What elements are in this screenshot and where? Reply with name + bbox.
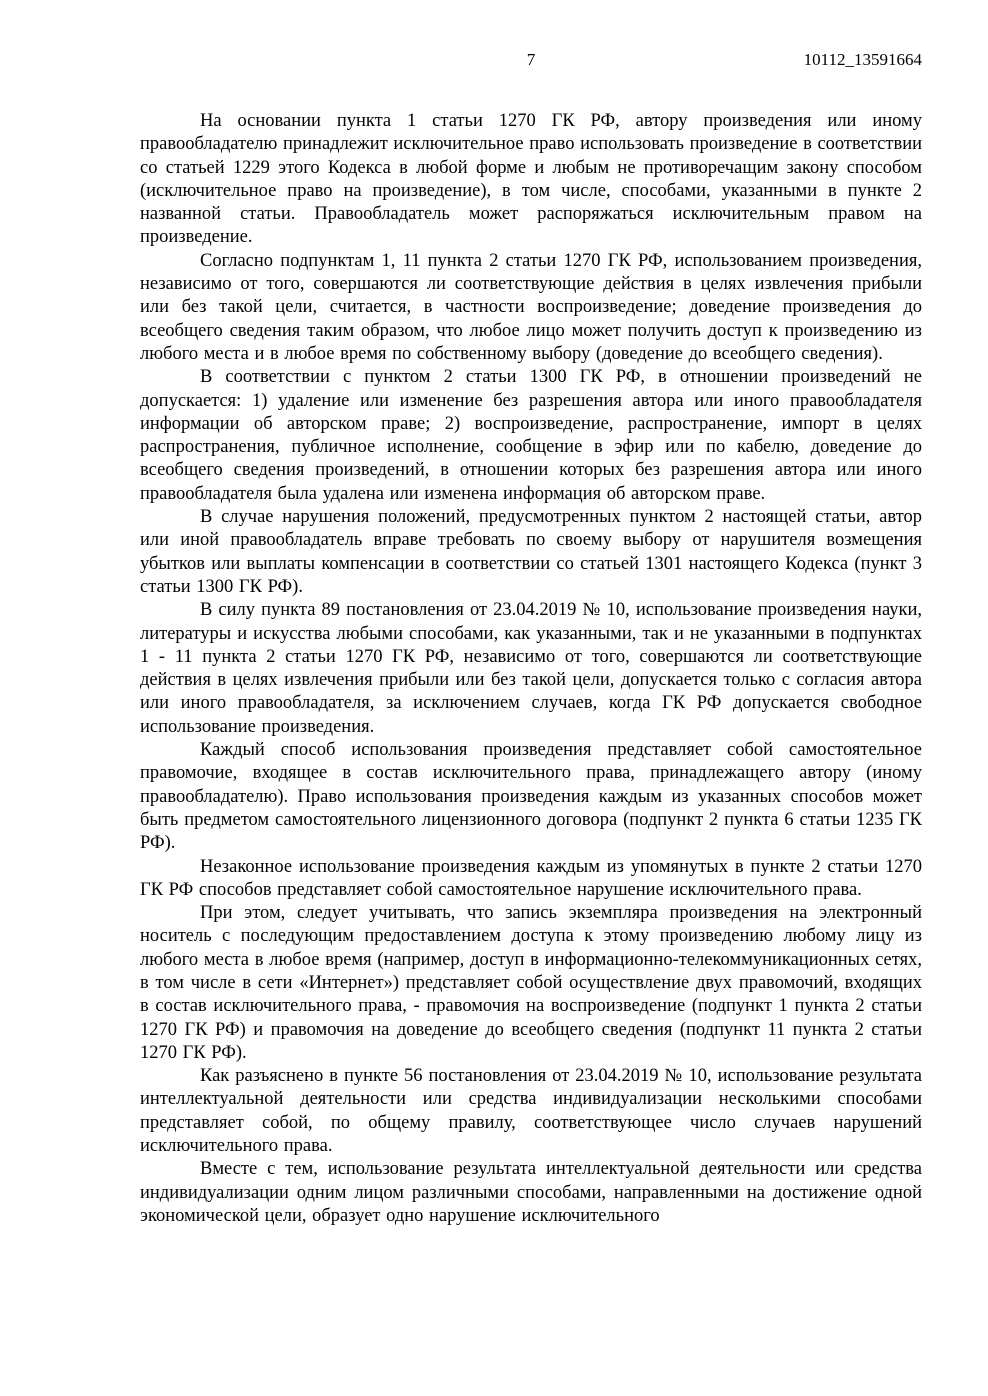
paragraph: При этом, следует учитывать, что запись экземпляра произведения на электронный носитель с последующим предоставлением доступа к этому произведению любому лицу из любого места в любое время (например, доступ в информационно-телекоммуникационных сетях, в том числе в сети «Интернет») представляет собой осуществление двух правомочий, входящих в состав исключительного права, - правомочия на воспроизведение (подпункт 1 пункта 2 статьи 1270 ГК РФ) и правомочия на доведение до всеобщего сведения (подпункт 11 пункта 2 статьи 1270 ГК РФ). <box>140 903 922 1063</box>
paragraph: В соответствии с пунктом 2 статьи 1300 ГК РФ, в отношении произведений не допускается: 1) удаление или изменение без разрешения автора или иного правообладателя информации об авторском праве; 2) воспроизведение, распространение, импорт в целях распространения, публичное исполнение, сообщение в эфир или по кабелю, доведение до всеобщего сведения произведений, в отношении которых без разрешения автора или иного правообладателя была удалена или изменена информация об авторском праве. <box>140 367 922 504</box>
paragraph: Незаконное использование произведения каждым из упомянутых в пункте 2 статьи 1270 ГК РФ способов представляет собой самостоятельное нарушение исключительного права. <box>140 856 922 900</box>
paragraph: Как разъяснено в пункте 56 постановления от 23.04.2019 № 10, использование результата интеллектуальной деятельности или средства индивидуализации несколькими способами представляет собой, по общему правилу, соответствующее число случаев нарушений исключительного права. <box>140 1066 922 1157</box>
page-number: 7 <box>526 50 536 69</box>
paragraph: В случае нарушения положений, предусмотренных пунктом 2 настоящей статьи, автор или иной правообладатель вправе требовать по своему выбору от нарушителя возмещения убытков или выплаты компенсации в соответствии со статьей 1301 настоящего Кодекса (пункт 3 статьи 1300 ГК РФ). <box>140 507 922 597</box>
document-id: 10112_13591664 <box>803 50 922 69</box>
paragraph: В силу пункта 89 постановления от 23.04.2019 № 10, использование произведения науки, литературы и искусства любыми способами, как указанными, так и не указанными в подпунктах 1 - 11 пункта 2 статьи 1270 ГК РФ, независимо от того, совершаются ли соответствующие действия в целях извлечения прибыли или без такой цели, допускается только с согласия автора или иного правообладателя, за исключением случаев, когда ГК РФ допускается свободное использование произведения. <box>140 600 922 737</box>
paragraph: Вместе с тем, использование результата интеллектуальной деятельности или средства индивидуализации одним лицом различными способами, направленными на достижение одной экономической цели, образует одно нарушение исключительного <box>140 1159 922 1226</box>
page-header <box>140 50 922 74</box>
paragraph: На основании пункта 1 статьи 1270 ГК РФ, автору произведения или иному правообладателю принадлежит исключительное право использовать произведение в соответствии со статьей 1229 этого Кодекса в любой форме и любым не противоречащим закону способом (исключительное право на произведение), в том числе, способами, указанными в пункте 2 названной статьи. Правообладатель может распоряжаться исключительным правом на произведение. <box>140 111 922 248</box>
document-body <box>140 110 922 1228</box>
paragraph: Согласно подпунктам 1, 11 пункта 2 статьи 1270 ГК РФ, использованием произведения, независимо от того, совершаются ли соответствующие действия в целях извлечения прибыли или без такой цели, считается, в частности воспроизведение; доведение произведения до всеобщего сведения таким образом, что любое лицо может получить доступ к произведению из любого места и в любое время по собственному выбору (доведение до всеобщего сведения). <box>140 250 922 364</box>
paragraph: Каждый способ использования произведения представляет собой самостоятельное правомочие, входящее в состав исключительного права, принадлежащего автору (иному правообладателю). Право использования произведения каждым из указанных способов может быть предметом самостоятельного лицензионного договора (подпункт 2 пункта 6 статьи 1235 ГК РФ). <box>140 740 922 854</box>
